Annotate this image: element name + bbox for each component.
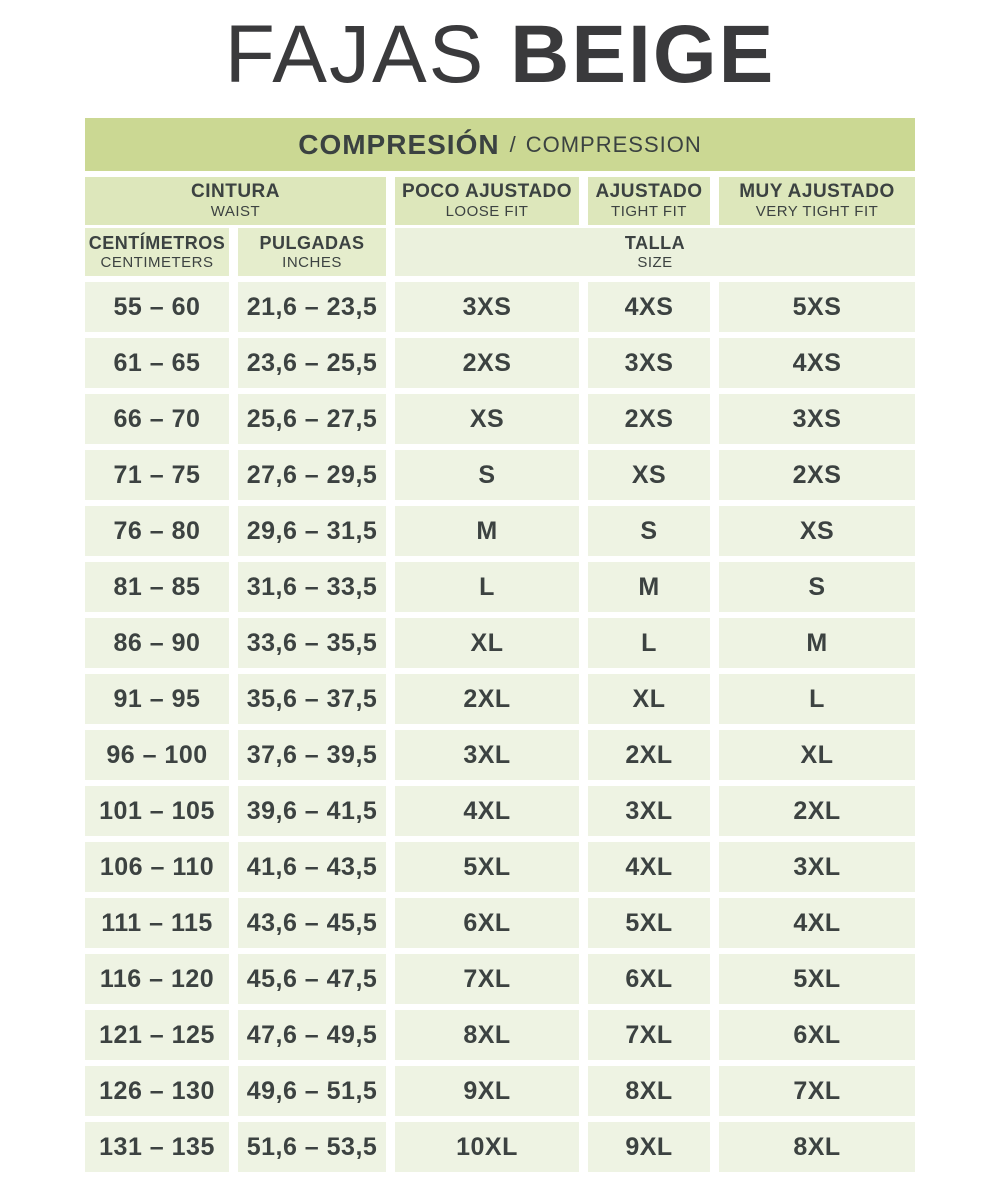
cell-size-loose: 2XS: [395, 338, 579, 388]
table-row: [85, 674, 915, 724]
cell-size-very-tight: 3XS: [719, 394, 915, 444]
cell-inches-range: 25,6 – 27,5: [238, 394, 386, 444]
cell-size-very-tight: M: [719, 618, 915, 668]
column-header-inches: [238, 228, 386, 276]
table-row: [85, 842, 915, 892]
cell-cm-range: 91 – 95: [85, 674, 229, 724]
table-row: [85, 1122, 915, 1172]
cell-size-loose: 8XL: [395, 1010, 579, 1060]
table-row: [85, 506, 915, 556]
column-header-loose-fit-en: LOOSE FIT: [445, 203, 529, 221]
column-header-size-es: TALLA: [624, 233, 686, 254]
size-table-body: [85, 282, 915, 1172]
banner-separator: /: [509, 131, 516, 157]
table-row: [85, 282, 915, 332]
cell-inches-range: 29,6 – 31,5: [238, 506, 386, 556]
cell-size-loose: L: [395, 562, 579, 612]
cell-size-very-tight: 4XL: [719, 898, 915, 948]
cell-size-tight: 7XL: [588, 1010, 710, 1060]
cell-size-very-tight: 7XL: [719, 1066, 915, 1116]
cell-size-loose: 10XL: [395, 1122, 579, 1172]
column-header-waist-es: CINTURA: [191, 181, 280, 203]
cell-size-loose: 5XL: [395, 842, 579, 892]
cell-size-very-tight: 5XS: [719, 282, 915, 332]
cell-inches-range: 27,6 – 29,5: [238, 450, 386, 500]
table-row: [85, 394, 915, 444]
column-header-tight-fit: [588, 177, 710, 225]
table-row: [85, 730, 915, 780]
cell-size-tight: XS: [588, 450, 710, 500]
cell-inches-range: 35,6 – 37,5: [238, 674, 386, 724]
cell-size-very-tight: 8XL: [719, 1122, 915, 1172]
cell-size-tight: S: [588, 506, 710, 556]
cell-size-tight: XL: [588, 674, 710, 724]
cell-size-tight: 8XL: [588, 1066, 710, 1116]
cell-size-tight: 6XL: [588, 954, 710, 1004]
cell-size-very-tight: XS: [719, 506, 915, 556]
cell-inches-range: 31,6 – 33,5: [238, 562, 386, 612]
cell-cm-range: 61 – 65: [85, 338, 229, 388]
column-header-very-tight-fit: [719, 177, 915, 225]
cell-size-loose: 7XL: [395, 954, 579, 1004]
cell-cm-range: 76 – 80: [85, 506, 229, 556]
column-header-tight-fit-es: AJUSTADO: [595, 181, 703, 203]
column-header-size: [395, 228, 915, 276]
column-header-size-en: SIZE: [637, 253, 673, 271]
cell-inches-range: 49,6 – 51,5: [238, 1066, 386, 1116]
cell-cm-range: 86 – 90: [85, 618, 229, 668]
cell-size-very-tight: XL: [719, 730, 915, 780]
column-header-very-tight-fit-en: VERY TIGHT FIT: [755, 203, 879, 221]
cell-size-tight: 3XL: [588, 786, 710, 836]
cell-size-very-tight: S: [719, 562, 915, 612]
cell-size-loose: 3XS: [395, 282, 579, 332]
table-row: [85, 1066, 915, 1116]
column-header-centimeters: [85, 228, 229, 276]
banner-title-spanish: COMPRESIÓN: [298, 128, 500, 160]
cell-inches-range: 37,6 – 39,5: [238, 730, 386, 780]
cell-size-loose: 2XL: [395, 674, 579, 724]
cell-size-loose: 4XL: [395, 786, 579, 836]
cell-size-loose: 3XL: [395, 730, 579, 780]
cell-cm-range: 111 – 115: [85, 898, 229, 948]
column-header-centimeters-en: CENTIMETERS: [100, 253, 214, 271]
cell-inches-range: 23,6 – 25,5: [238, 338, 386, 388]
cell-size-very-tight: 3XL: [719, 842, 915, 892]
banner-title-english: COMPRESSION: [525, 131, 702, 157]
cell-size-very-tight: L: [719, 674, 915, 724]
cell-size-very-tight: 2XS: [719, 450, 915, 500]
cell-inches-range: 43,6 – 45,5: [238, 898, 386, 948]
cell-size-tight: 4XS: [588, 282, 710, 332]
table-row: [85, 562, 915, 612]
cell-size-tight: 4XL: [588, 842, 710, 892]
cell-size-tight: 2XL: [588, 730, 710, 780]
table-row: [85, 954, 915, 1004]
cell-cm-range: 81 – 85: [85, 562, 229, 612]
cell-inches-range: 39,6 – 41,5: [238, 786, 386, 836]
compression-size-table: [85, 118, 915, 1172]
cell-inches-range: 33,6 – 35,5: [238, 618, 386, 668]
column-header-waist-en: WAIST: [210, 203, 261, 221]
cell-inches-range: 21,6 – 23,5: [238, 282, 386, 332]
cell-size-tight: L: [588, 618, 710, 668]
compression-banner: [85, 118, 915, 171]
table-row: [85, 786, 915, 836]
cell-size-loose: M: [395, 506, 579, 556]
cell-cm-range: 96 – 100: [85, 730, 229, 780]
column-header-loose-fit: [395, 177, 579, 225]
cell-cm-range: 121 – 125: [85, 1010, 229, 1060]
table-subheader-row: [85, 228, 915, 276]
cell-size-tight: 9XL: [588, 1122, 710, 1172]
cell-size-very-tight: 2XL: [719, 786, 915, 836]
cell-cm-range: 131 – 135: [85, 1122, 229, 1172]
column-header-loose-fit-es: POCO AJUSTADO: [401, 181, 573, 203]
cell-size-very-tight: 6XL: [719, 1010, 915, 1060]
cell-cm-range: 66 – 70: [85, 394, 229, 444]
table-row: [85, 450, 915, 500]
cell-cm-range: 71 – 75: [85, 450, 229, 500]
cell-size-very-tight: 4XS: [719, 338, 915, 388]
cell-inches-range: 51,6 – 53,5: [238, 1122, 386, 1172]
cell-cm-range: 116 – 120: [85, 954, 229, 1004]
cell-inches-range: 41,6 – 43,5: [238, 842, 386, 892]
cell-size-loose: XL: [395, 618, 579, 668]
brand-name-bold: BEIGE: [510, 9, 776, 100]
table-row: [85, 1010, 915, 1060]
cell-size-tight: M: [588, 562, 710, 612]
column-header-very-tight-fit-es: MUY AJUSTADO: [739, 181, 895, 203]
page-title: [0, 0, 1000, 100]
column-header-centimeters-es: CENTÍMETROS: [88, 233, 226, 254]
column-header-inches-en: INCHES: [282, 253, 342, 271]
cell-cm-range: 55 – 60: [85, 282, 229, 332]
cell-inches-range: 47,6 – 49,5: [238, 1010, 386, 1060]
cell-cm-range: 126 – 130: [85, 1066, 229, 1116]
brand-name-light: FAJAS: [224, 9, 486, 100]
table-row: [85, 338, 915, 388]
cell-size-loose: XS: [395, 394, 579, 444]
cell-size-loose: S: [395, 450, 579, 500]
cell-size-loose: 9XL: [395, 1066, 579, 1116]
cell-size-loose: 6XL: [395, 898, 579, 948]
table-row: [85, 898, 915, 948]
cell-cm-range: 106 – 110: [85, 842, 229, 892]
cell-inches-range: 45,6 – 47,5: [238, 954, 386, 1004]
table-row: [85, 618, 915, 668]
cell-cm-range: 101 – 105: [85, 786, 229, 836]
table-header-row: [85, 177, 915, 225]
cell-size-tight: 5XL: [588, 898, 710, 948]
cell-size-very-tight: 5XL: [719, 954, 915, 1004]
cell-size-tight: 3XS: [588, 338, 710, 388]
column-header-tight-fit-en: TIGHT FIT: [611, 203, 687, 221]
cell-size-tight: 2XS: [588, 394, 710, 444]
column-header-waist: [85, 177, 386, 225]
column-header-inches-es: PULGADAS: [259, 233, 365, 254]
